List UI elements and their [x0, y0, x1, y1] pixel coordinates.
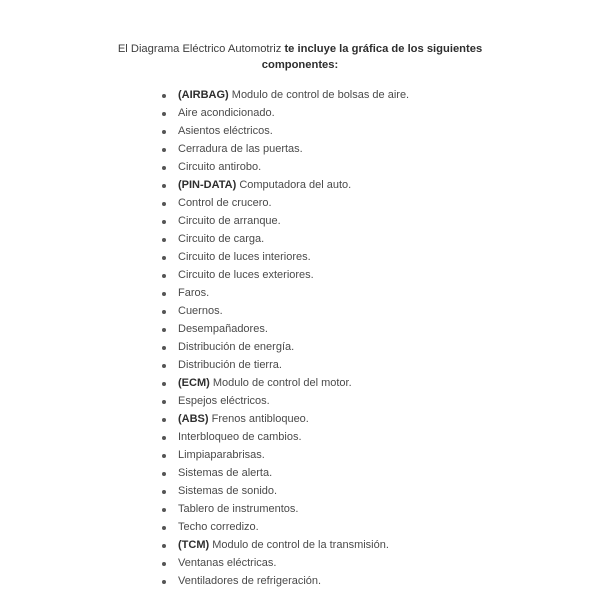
intro-plain-text: El Diagrama Eléctrico Automotriz — [117, 43, 282, 55]
list-item — [0, 338, 409, 356]
list-item — [0, 392, 409, 410]
bullet-icon — [162, 256, 166, 260]
list-item — [0, 212, 409, 230]
component-code: (AIRBAG) — [178, 89, 229, 101]
component-code: (ECM) — [178, 377, 210, 389]
component-text: Circuito de carga. — [178, 233, 265, 245]
bullet-icon — [162, 292, 166, 296]
component-text: Desempañadores. — [178, 323, 268, 335]
list-item — [0, 302, 409, 320]
component-text: Sistemas de alerta. — [178, 467, 273, 479]
component-text: Limpiaparabrisas. — [178, 449, 265, 461]
list-item — [0, 572, 409, 590]
component-text: Sistemas de sonido. — [178, 485, 278, 497]
bullet-icon — [162, 148, 166, 152]
bullet-icon — [162, 202, 166, 206]
component-text: Modulo de control de bolsas de aire. — [231, 89, 410, 101]
component-text: Circuito de luces interiores. — [178, 251, 311, 263]
list-item — [0, 176, 409, 194]
bullet-icon — [162, 238, 166, 242]
list-item — [0, 320, 409, 338]
component-text: Tablero de instrumentos. — [178, 503, 299, 515]
bullet-icon — [162, 220, 166, 224]
component-text: Espejos eléctricos. — [178, 395, 270, 407]
component-text: Ventanas eléctricas. — [178, 557, 277, 569]
bullet-icon — [162, 112, 166, 116]
component-text: Control de crucero. — [178, 197, 272, 209]
list-item — [0, 266, 409, 284]
component-code: (ABS) — [178, 413, 209, 425]
bullet-icon — [162, 328, 166, 332]
component-text: Asientos eléctricos. — [178, 125, 273, 137]
list-item — [0, 500, 409, 518]
list-item — [0, 230, 409, 248]
list-item — [0, 356, 409, 374]
bullet-icon — [162, 130, 166, 134]
bullet-icon — [162, 364, 166, 368]
list-item — [0, 482, 409, 500]
bullet-icon — [162, 418, 166, 422]
bullet-icon — [162, 526, 166, 530]
bullet-icon — [162, 562, 166, 566]
bullet-icon — [162, 454, 166, 458]
bullet-icon — [162, 400, 166, 404]
component-text: Aire acondicionado. — [178, 107, 275, 119]
bullet-icon — [162, 580, 166, 584]
bullet-icon — [162, 184, 166, 188]
bullet-icon — [162, 490, 166, 494]
list-item — [0, 464, 409, 482]
bullet-icon — [162, 310, 166, 314]
list-item — [0, 86, 409, 104]
bullet-icon — [162, 508, 166, 512]
bullet-icon — [162, 166, 166, 170]
component-list — [0, 86, 409, 590]
component-text: Techo corredizo. — [178, 521, 259, 533]
bullet-icon — [162, 544, 166, 548]
list-item — [0, 554, 409, 572]
list-item — [0, 194, 409, 212]
list-item — [0, 446, 409, 464]
bullet-icon — [162, 346, 166, 350]
list-item — [0, 248, 409, 266]
bullet-icon — [162, 382, 166, 386]
component-text: Modulo de control de la transmisión. — [212, 539, 389, 551]
component-text: Distribución de energía. — [178, 341, 295, 353]
component-text: Computadora del auto. — [239, 179, 352, 191]
list-item — [0, 374, 409, 392]
component-text: Faros. — [178, 287, 210, 299]
list-item — [0, 536, 409, 554]
component-text: Ventiladores de refrigeración. — [178, 575, 322, 587]
component-code: (PIN-DATA) — [178, 179, 237, 191]
list-item — [0, 410, 409, 428]
component-text: Circuito antirobo. — [178, 161, 262, 173]
list-item — [0, 428, 409, 446]
bullet-icon — [162, 94, 166, 98]
component-text: Interbloqueo de cambios. — [178, 431, 302, 443]
component-text: Cerradura de las puertas. — [178, 143, 303, 155]
component-text: Cuernos. — [178, 305, 223, 317]
list-item — [0, 284, 409, 302]
component-text: Distribución de tierra. — [178, 359, 282, 371]
component-code: (TCM) — [178, 539, 210, 551]
component-text: Circuito de arranque. — [178, 215, 281, 227]
bullet-icon — [162, 472, 166, 476]
component-text: Modulo de control del motor. — [212, 377, 352, 389]
component-text: Frenos antibloqueo. — [211, 413, 309, 425]
bullet-icon — [162, 274, 166, 278]
intro-bold-text: te incluye la gráfica de los siguientes componentes: — [261, 43, 483, 71]
list-item — [0, 104, 409, 122]
list-item — [0, 122, 409, 140]
intro-paragraph — [100, 41, 500, 73]
list-item — [0, 158, 409, 176]
list-item — [0, 518, 409, 536]
bullet-icon — [162, 436, 166, 440]
list-item — [0, 140, 409, 158]
component-text: Circuito de luces exteriores. — [178, 269, 314, 281]
